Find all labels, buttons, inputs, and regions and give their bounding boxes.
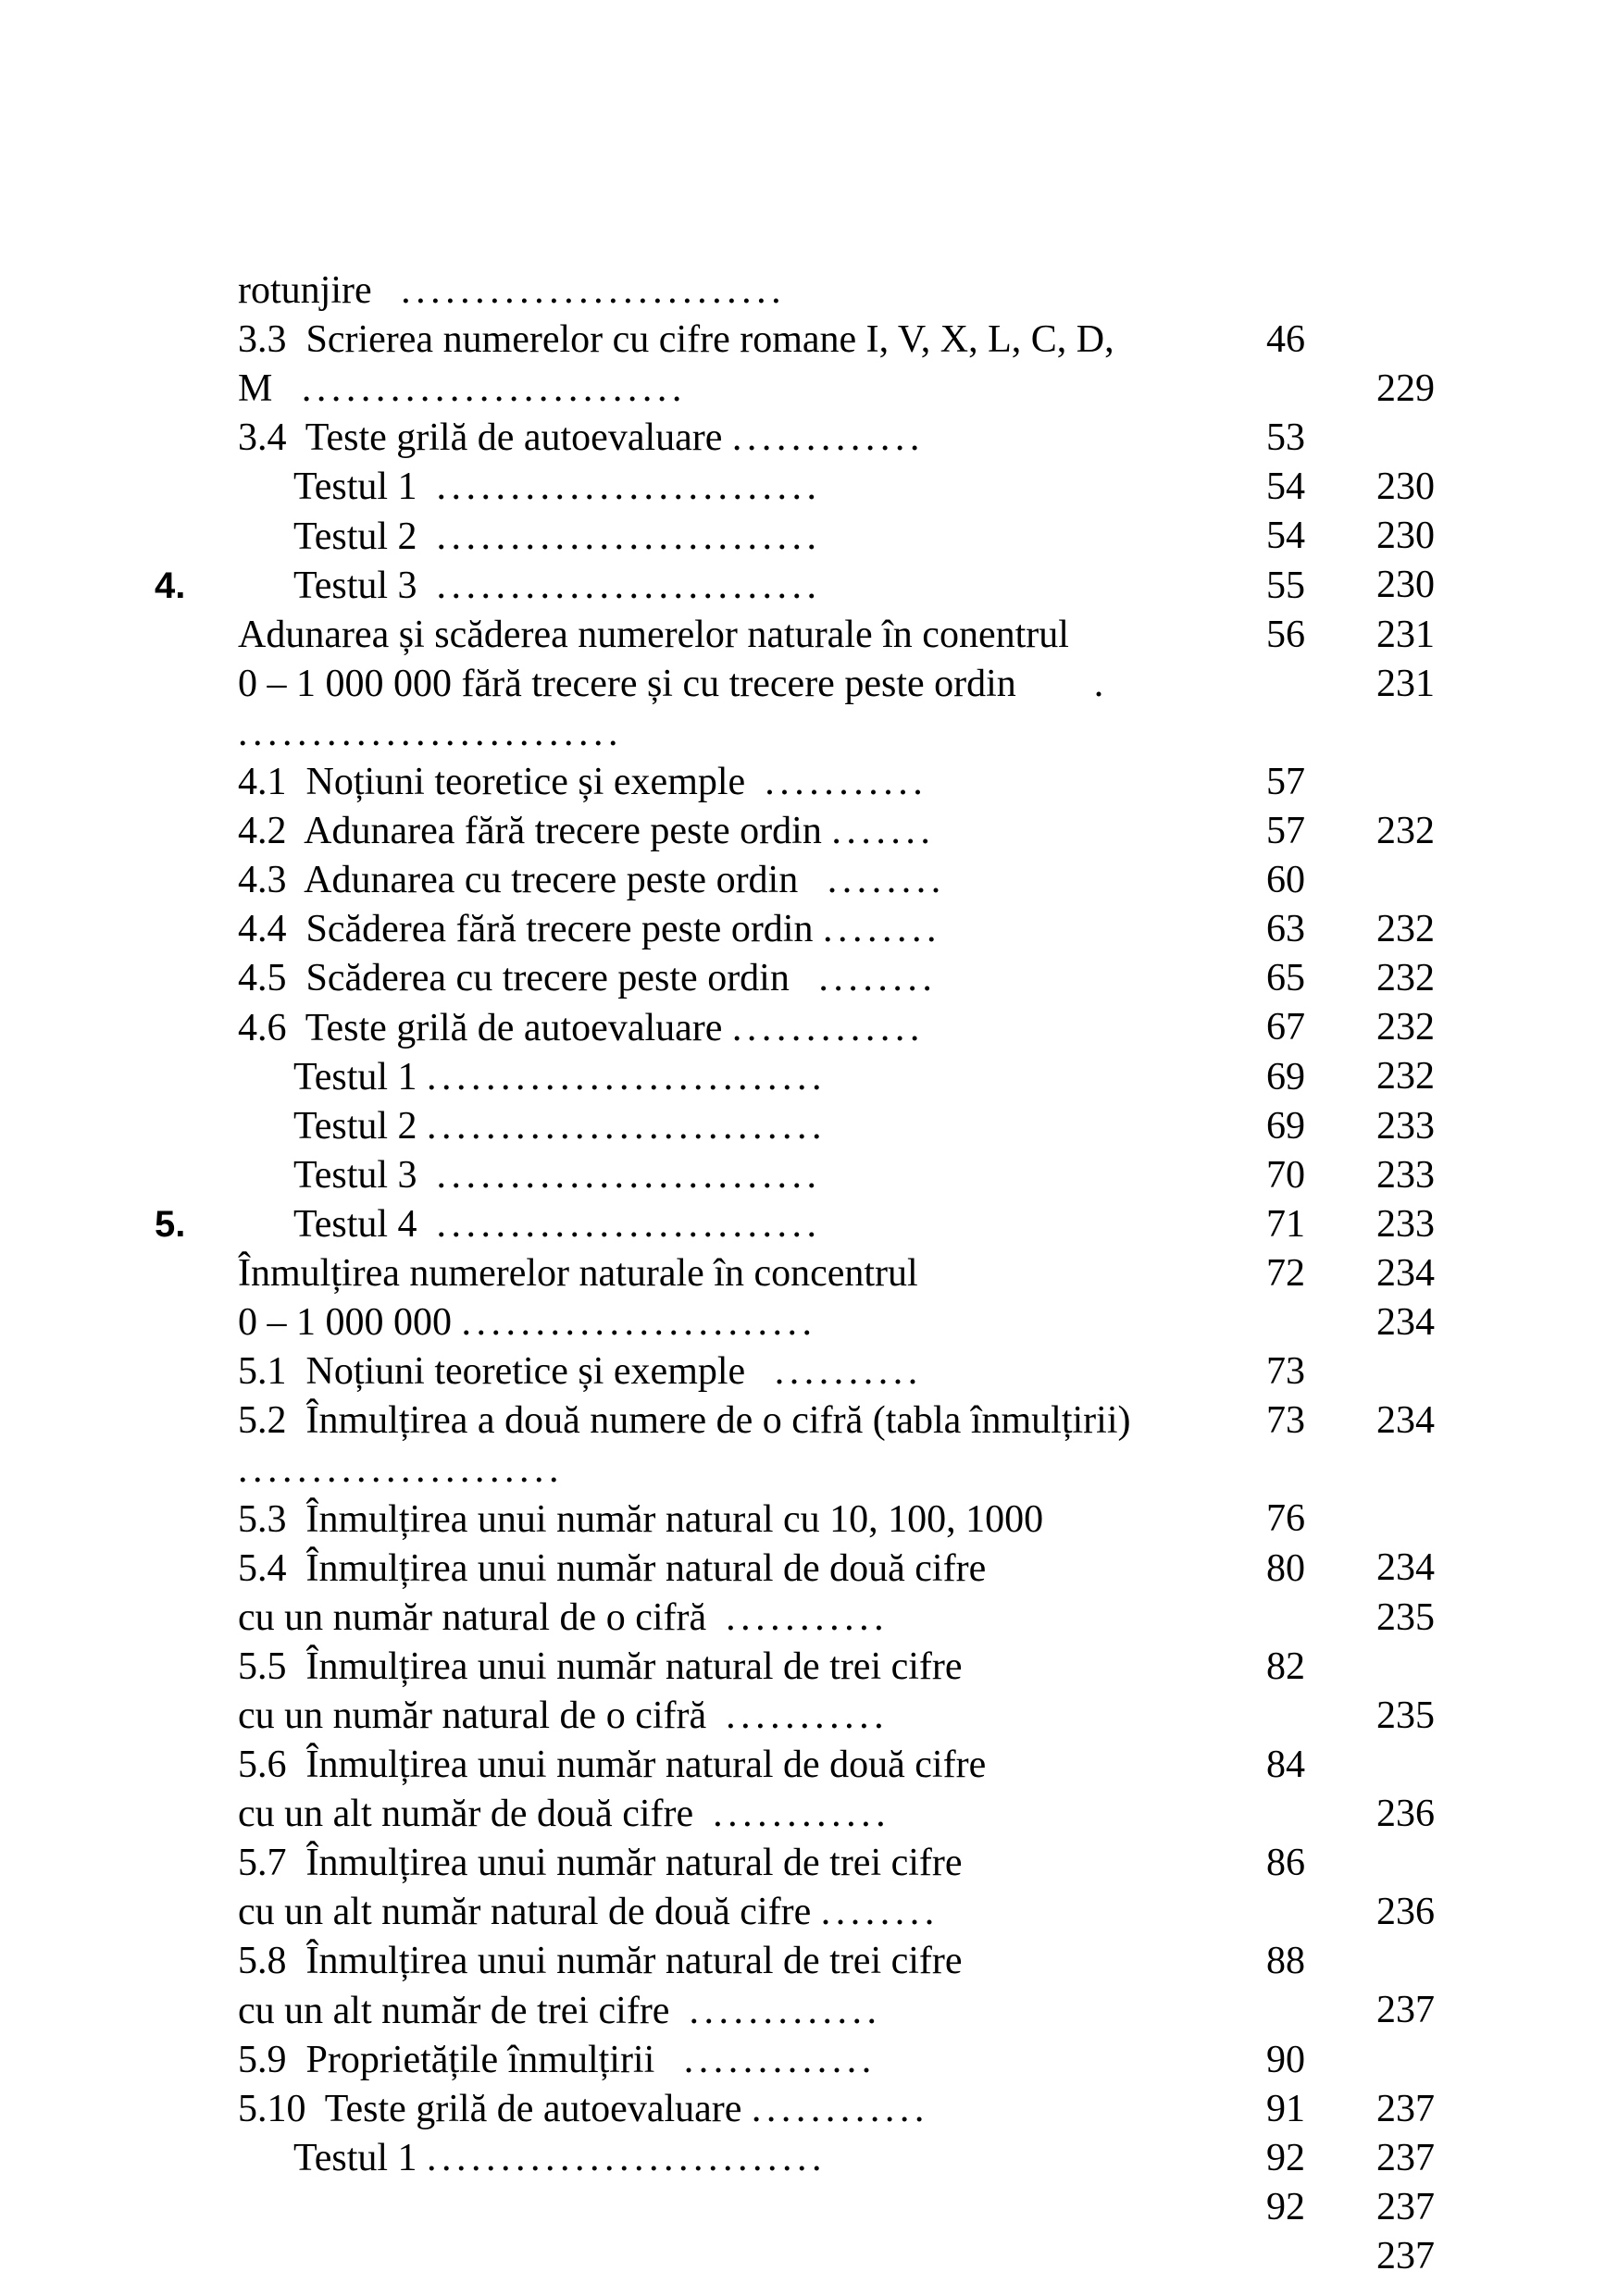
page-number: 63 bbox=[1266, 908, 1305, 951]
solution-page-number: 231 bbox=[1376, 613, 1435, 656]
solution-page-number: 230 bbox=[1376, 564, 1435, 607]
page-number: 70 bbox=[1266, 1153, 1305, 1197]
dot-leader: .......................... bbox=[436, 1202, 822, 1246]
solution-page-number: 234 bbox=[1376, 1251, 1435, 1295]
dot-leader: .......................... bbox=[436, 1153, 822, 1197]
solution-page-number: 230 bbox=[1376, 465, 1435, 509]
entry-text: 5.1 Noțiuni teoretice și exemple bbox=[238, 1350, 775, 1394]
page-number: 57 bbox=[1266, 760, 1305, 803]
entry-text: Testul 3 bbox=[293, 1153, 437, 1197]
dot-leader: ...................... bbox=[238, 1448, 564, 1492]
entry-text: Testul 2 bbox=[293, 1104, 428, 1148]
entry-text: 5.5 Înmulțirea unui număr natural de trei cifre bbox=[238, 1644, 963, 1688]
page-number: 71 bbox=[1266, 1202, 1305, 1246]
dot-leader: ............. bbox=[689, 1989, 882, 2032]
entry-text: 5.8 Înmulțirea unui număr natural de trei cifre bbox=[238, 1940, 963, 1983]
dot-leader: ........................... bbox=[427, 1055, 828, 1098]
page-number: 67 bbox=[1266, 1006, 1305, 1049]
solution-page-number: 237 bbox=[1376, 1989, 1435, 2032]
solution-page-number: 232 bbox=[1376, 809, 1435, 852]
solution-page-number: 229 bbox=[1376, 367, 1435, 410]
chapter-number: 4. bbox=[155, 565, 186, 606]
entry-text: 5.2 Înmulțirea a două numere de o cifră (tabla înmulțirii) bbox=[238, 1399, 1131, 1443]
page-number: 80 bbox=[1266, 1546, 1305, 1590]
page-number: 76 bbox=[1266, 1497, 1305, 1541]
solution-page-number: 237 bbox=[1376, 2136, 1435, 2179]
solution-page-number: 230 bbox=[1376, 515, 1435, 558]
entry-text: Testul 2 bbox=[293, 515, 437, 558]
dot-leader: ........ bbox=[818, 957, 938, 1000]
entry-text: 0 – 1 000 000 fără trecere și cu trecere peste ordin bbox=[238, 662, 1094, 705]
solution-page-number: 232 bbox=[1376, 1006, 1435, 1049]
page-number: 91 bbox=[1266, 2087, 1305, 2130]
entry-title bbox=[293, 2134, 827, 2183]
entry-text: 4.3 Adunarea cu trecere peste ordin bbox=[238, 859, 828, 902]
dot-leader: ........... bbox=[765, 761, 928, 803]
entry-text: 5.10 Teste grilă de autoevaluare bbox=[238, 2087, 752, 2130]
entry-text: rotunjire bbox=[238, 269, 402, 312]
dot-leader: ........ bbox=[827, 859, 946, 902]
solution-page-number: 232 bbox=[1376, 1055, 1435, 1098]
solution-page-number: 233 bbox=[1376, 1104, 1435, 1148]
entry-text: 5.7 Înmulțirea unui număr natural de trei cifre bbox=[238, 1842, 963, 1885]
entry-text: cu un număr natural de o cifră bbox=[238, 1694, 727, 1737]
page-number: 92 bbox=[1266, 2136, 1305, 2179]
solution-page-number: 234 bbox=[1376, 1399, 1435, 1443]
dot-leader: .......................... bbox=[436, 515, 822, 558]
entry-text: 3.3 Scrierea numerelor cu cifre romane I, V, X, L, C, D, bbox=[238, 318, 1114, 362]
entry-text: M bbox=[238, 367, 302, 411]
page-number: 46 bbox=[1266, 318, 1305, 361]
entry-text: 4.2 Adunarea fără trecere peste ordin bbox=[238, 810, 832, 853]
entry-text: cu un alt număr de două cifre bbox=[238, 1793, 714, 1836]
page-number: 69 bbox=[1266, 1055, 1305, 1098]
solution-page-number: 236 bbox=[1376, 1792, 1435, 1835]
entry-text: 0 – 1 000 000 bbox=[238, 1301, 462, 1345]
solution-page-number: 232 bbox=[1376, 957, 1435, 1000]
page-number: 73 bbox=[1266, 1350, 1305, 1394]
solution-page-number: 235 bbox=[1376, 1694, 1435, 1737]
dot-leader: ........................ bbox=[461, 1301, 817, 1345]
entry-text: 4.6 Teste grilă de autoevaluare bbox=[238, 1006, 732, 1049]
page-number: 55 bbox=[1266, 564, 1305, 607]
entry-title bbox=[238, 2085, 929, 2134]
page-number: 69 bbox=[1266, 1104, 1305, 1148]
dot-leader: ........... bbox=[726, 1694, 890, 1737]
entry-text: 5.3 Înmulțirea unui număr natural cu 10, 100, 1000 bbox=[238, 1497, 1044, 1541]
entry-text: Adunarea și scăderea numerelor naturale în conentrul bbox=[238, 613, 1069, 656]
solution-page-number: 236 bbox=[1376, 1891, 1435, 1934]
entry-text: 5.9 Proprietățile înmulțirii bbox=[238, 2038, 684, 2081]
entry-text: 5.4 Înmulțirea unui număr natural de două cifre bbox=[238, 1546, 987, 1590]
dot-leader: ........................... bbox=[427, 1104, 828, 1148]
dot-leader: .......................... bbox=[436, 564, 822, 607]
page-number: 72 bbox=[1266, 1251, 1305, 1295]
solution-page-number: 237 bbox=[1376, 2087, 1435, 2130]
solution-page-number: 235 bbox=[1376, 1595, 1435, 1639]
entry-text: cu un număr natural de o cifră bbox=[238, 1595, 727, 1639]
page-number: 84 bbox=[1266, 1743, 1305, 1786]
dot-leader: .......................... bbox=[301, 367, 687, 411]
entry-text: cu un alt număr natural de două cifre bbox=[238, 1891, 821, 1934]
dot-leader: .......... bbox=[774, 1350, 923, 1394]
entry-text: 4.1 Noțiuni teoretice și exemple bbox=[238, 761, 765, 803]
entry-text: Testul 1 bbox=[293, 465, 437, 509]
dot-leader: ........... bbox=[726, 1595, 890, 1639]
dot-leader: .......................... bbox=[238, 711, 623, 754]
page-number: 60 bbox=[1266, 859, 1305, 902]
entry-text: cu un alt număr de trei cifre bbox=[238, 1989, 690, 2032]
dot-leader: .......................... bbox=[436, 465, 822, 509]
page-number: 88 bbox=[1266, 1940, 1305, 1983]
entry-text: 5.6 Înmulțirea unui număr natural de două cifre bbox=[238, 1744, 987, 1786]
dot-leader: ....... bbox=[831, 810, 936, 853]
entry-text: 4.4 Scăderea fără trecere peste ordin bbox=[238, 908, 823, 951]
solution-page-number: 233 bbox=[1376, 1202, 1435, 1246]
solution-page-number: 237 bbox=[1376, 2234, 1435, 2277]
entry-text: Testul 3 bbox=[293, 564, 437, 607]
page-number: 73 bbox=[1266, 1399, 1305, 1443]
solution-page-number: 234 bbox=[1376, 1546, 1435, 1590]
dot-leader: ............. bbox=[683, 2038, 877, 2081]
page-number: 54 bbox=[1266, 515, 1305, 558]
solution-page-number: 231 bbox=[1376, 662, 1435, 705]
dot-leader: ............ bbox=[751, 2087, 929, 2130]
entry-text: Testul 1 bbox=[293, 2136, 428, 2179]
page-number: 65 bbox=[1266, 957, 1305, 1000]
page-number: 57 bbox=[1266, 810, 1305, 852]
dot-leader: .......................... bbox=[401, 269, 787, 312]
dot-leader: ........ bbox=[822, 908, 941, 951]
solution-page-number: 237 bbox=[1376, 2185, 1435, 2228]
dot-leader: ............. bbox=[731, 1006, 925, 1049]
page-number: 53 bbox=[1266, 416, 1305, 460]
page-number: 54 bbox=[1266, 465, 1305, 509]
page-number: 90 bbox=[1266, 2038, 1305, 2081]
entry-text: 4.5 Scăderea cu trecere peste ordin bbox=[238, 957, 819, 1000]
page-number: 86 bbox=[1266, 1842, 1305, 1885]
entry-text: Testul 1 bbox=[293, 1055, 428, 1098]
entry-text: Testul 4 bbox=[293, 1202, 437, 1246]
dot-leader: ............. bbox=[731, 416, 925, 460]
page-number: 56 bbox=[1266, 613, 1305, 656]
entry-text: 3.4 Teste grilă de autoevaluare bbox=[238, 416, 732, 460]
solution-page-number: 233 bbox=[1376, 1153, 1435, 1197]
dot-leader: ........................... bbox=[427, 2136, 828, 2179]
solution-page-number: 234 bbox=[1376, 1300, 1435, 1344]
dot-leader: . bbox=[1093, 662, 1109, 705]
entry-text: Înmulțirea numerelor naturale în concentrul bbox=[238, 1252, 918, 1295]
dot-leader: ............ bbox=[713, 1793, 891, 1836]
dot-leader: ........ bbox=[820, 1891, 940, 1934]
chapter-number: 5. bbox=[155, 1204, 186, 1245]
page-number: 82 bbox=[1266, 1644, 1305, 1688]
solution-page-number: 232 bbox=[1376, 908, 1435, 951]
page-number: 92 bbox=[1266, 2185, 1305, 2228]
